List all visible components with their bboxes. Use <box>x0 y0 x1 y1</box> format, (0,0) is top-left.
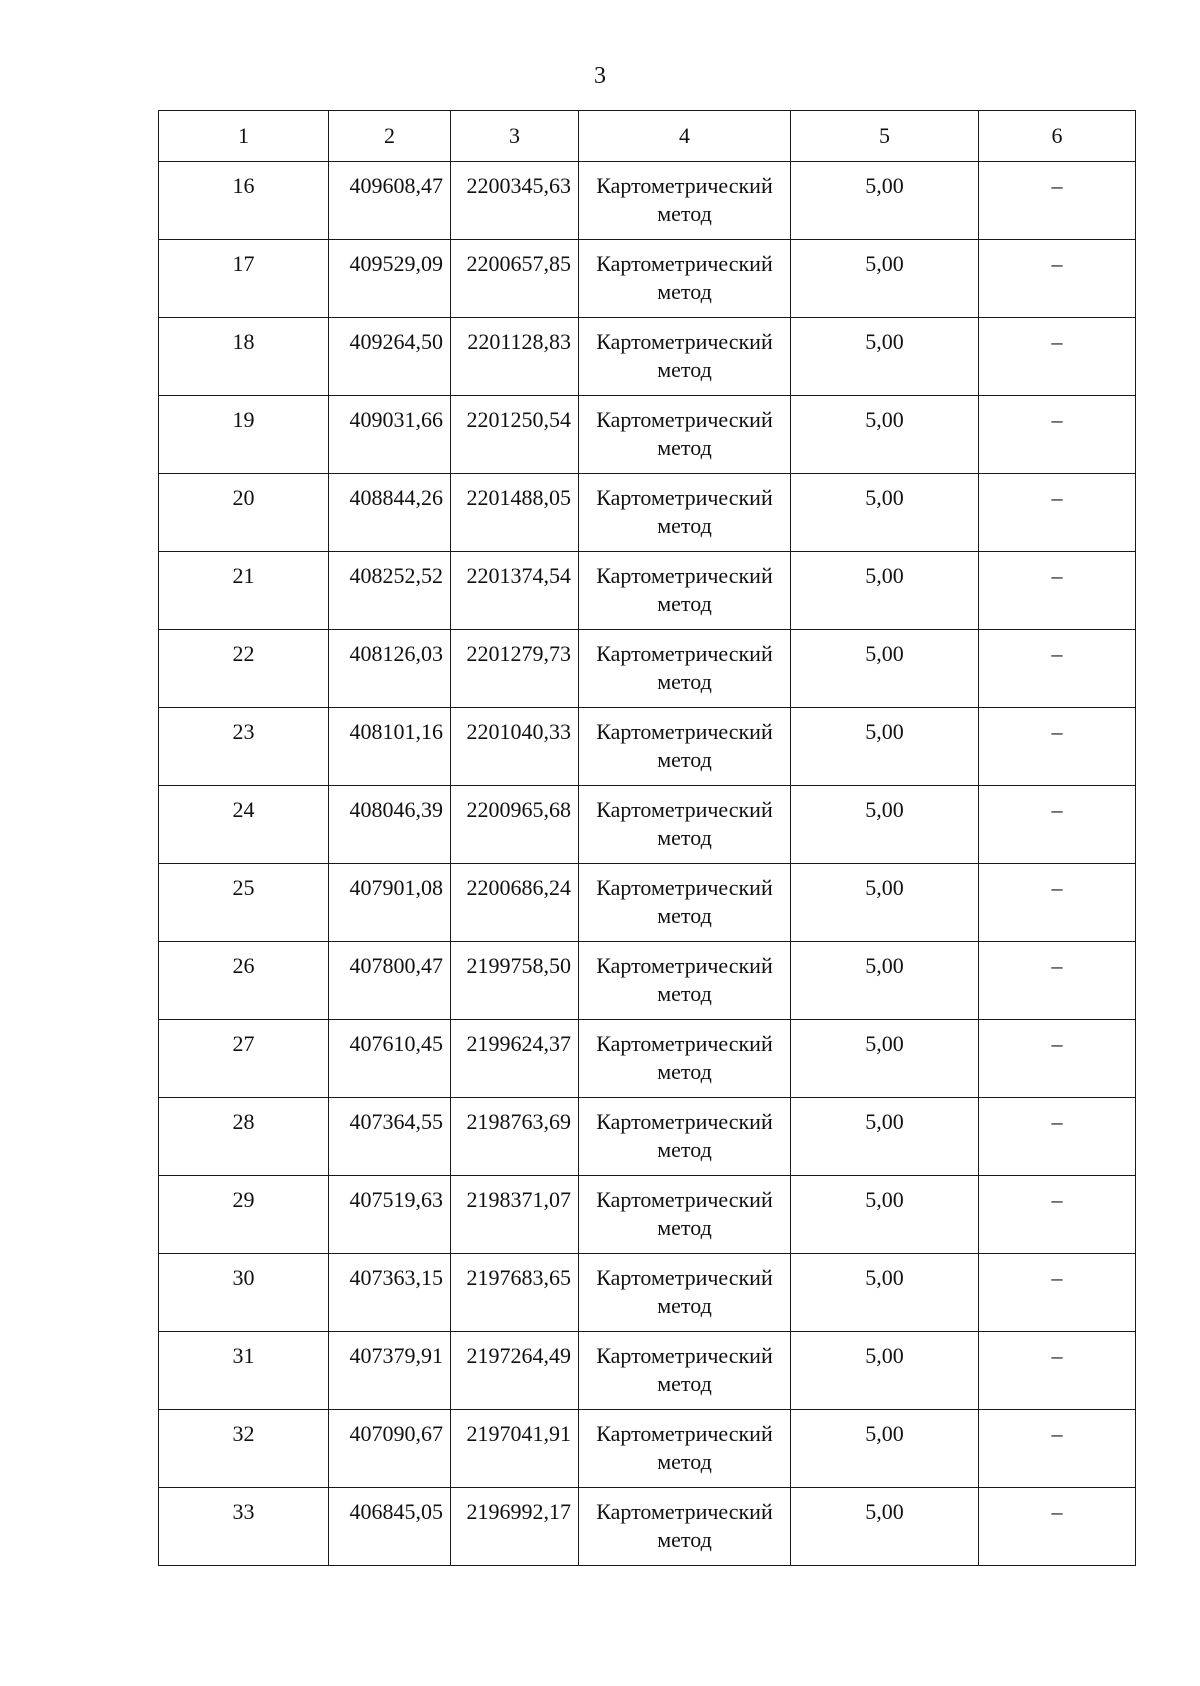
accuracy-cell: 5,00 <box>791 1410 979 1488</box>
point-number-cell: 32 <box>159 1410 329 1488</box>
point-number-cell: 19 <box>159 396 329 474</box>
x-coordinate-cell: 407090,67 <box>329 1410 451 1488</box>
x-coordinate-cell: 407800,47 <box>329 942 451 1020</box>
y-coordinate-cell: 2199758,50 <box>451 942 579 1020</box>
point-number-cell: 17 <box>159 240 329 318</box>
accuracy-cell: 5,00 <box>791 786 979 864</box>
method-cell: Картометрический метод <box>579 1020 791 1098</box>
point-number-cell: 28 <box>159 1098 329 1176</box>
coordinates-table <box>158 110 1136 1566</box>
point-number-cell: 22 <box>159 630 329 708</box>
accuracy-cell: 5,00 <box>791 630 979 708</box>
table-row <box>159 1254 1136 1332</box>
note-cell: – <box>979 552 1136 630</box>
table-row <box>159 1410 1136 1488</box>
note-cell: – <box>979 1254 1136 1332</box>
x-coordinate-cell: 408844,26 <box>329 474 451 552</box>
y-coordinate-cell: 2197683,65 <box>451 1254 579 1332</box>
point-number-cell: 27 <box>159 1020 329 1098</box>
method-cell: Картометрический метод <box>579 474 791 552</box>
accuracy-cell: 5,00 <box>791 1254 979 1332</box>
accuracy-cell: 5,00 <box>791 1488 979 1566</box>
x-coordinate-cell: 407379,91 <box>329 1332 451 1410</box>
note-cell: – <box>979 162 1136 240</box>
method-cell: Картометрический метод <box>579 1098 791 1176</box>
note-cell: – <box>979 396 1136 474</box>
accuracy-cell: 5,00 <box>791 240 979 318</box>
y-coordinate-cell: 2200657,85 <box>451 240 579 318</box>
x-coordinate-cell: 406845,05 <box>329 1488 451 1566</box>
y-coordinate-cell: 2200965,68 <box>451 786 579 864</box>
table-row <box>159 1020 1136 1098</box>
accuracy-cell: 5,00 <box>791 1332 979 1410</box>
x-coordinate-cell: 408046,39 <box>329 786 451 864</box>
x-coordinate-cell: 409031,66 <box>329 396 451 474</box>
x-coordinate-cell: 407901,08 <box>329 864 451 942</box>
method-cell: Картометрический метод <box>579 708 791 786</box>
method-cell: Картометрический метод <box>579 786 791 864</box>
x-coordinate-cell: 407519,63 <box>329 1176 451 1254</box>
point-number-cell: 26 <box>159 942 329 1020</box>
y-coordinate-cell: 2201250,54 <box>451 396 579 474</box>
table-row <box>159 318 1136 396</box>
method-cell: Картометрический метод <box>579 318 791 396</box>
point-number-cell: 33 <box>159 1488 329 1566</box>
table-row <box>159 942 1136 1020</box>
accuracy-cell: 5,00 <box>791 318 979 396</box>
x-coordinate-cell: 407363,15 <box>329 1254 451 1332</box>
table-body <box>159 162 1136 1566</box>
point-number-cell: 31 <box>159 1332 329 1410</box>
note-cell: – <box>979 474 1136 552</box>
accuracy-cell: 5,00 <box>791 1098 979 1176</box>
table-header-row <box>159 111 1136 162</box>
method-cell: Картометрический метод <box>579 162 791 240</box>
table-row <box>159 786 1136 864</box>
column-header-1: 1 <box>159 111 329 162</box>
table-row <box>159 1098 1136 1176</box>
y-coordinate-cell: 2201374,54 <box>451 552 579 630</box>
x-coordinate-cell: 407610,45 <box>329 1020 451 1098</box>
y-coordinate-cell: 2198763,69 <box>451 1098 579 1176</box>
table-row <box>159 240 1136 318</box>
accuracy-cell: 5,00 <box>791 1176 979 1254</box>
method-cell: Картометрический метод <box>579 1410 791 1488</box>
x-coordinate-cell: 409608,47 <box>329 162 451 240</box>
accuracy-cell: 5,00 <box>791 552 979 630</box>
x-coordinate-cell: 408252,52 <box>329 552 451 630</box>
accuracy-cell: 5,00 <box>791 474 979 552</box>
table-row <box>159 396 1136 474</box>
method-cell: Картометрический метод <box>579 1176 791 1254</box>
method-cell: Картометрический метод <box>579 1254 791 1332</box>
note-cell: – <box>979 1020 1136 1098</box>
y-coordinate-cell: 2201128,83 <box>451 318 579 396</box>
accuracy-cell: 5,00 <box>791 396 979 474</box>
accuracy-cell: 5,00 <box>791 864 979 942</box>
point-number-cell: 16 <box>159 162 329 240</box>
page-number: 3 <box>594 63 606 89</box>
note-cell: – <box>979 1098 1136 1176</box>
table-row <box>159 552 1136 630</box>
method-cell: Картометрический метод <box>579 942 791 1020</box>
point-number-cell: 29 <box>159 1176 329 1254</box>
point-number-cell: 20 <box>159 474 329 552</box>
y-coordinate-cell: 2199624,37 <box>451 1020 579 1098</box>
method-cell: Картометрический метод <box>579 1332 791 1410</box>
y-coordinate-cell: 2201488,05 <box>451 474 579 552</box>
column-header-3: 3 <box>451 111 579 162</box>
point-number-cell: 18 <box>159 318 329 396</box>
note-cell: – <box>979 864 1136 942</box>
y-coordinate-cell: 2200345,63 <box>451 162 579 240</box>
point-number-cell: 23 <box>159 708 329 786</box>
note-cell: – <box>979 1332 1136 1410</box>
x-coordinate-cell: 408101,16 <box>329 708 451 786</box>
x-coordinate-cell: 409529,09 <box>329 240 451 318</box>
accuracy-cell: 5,00 <box>791 708 979 786</box>
table-row <box>159 864 1136 942</box>
table-row <box>159 708 1136 786</box>
table-row <box>159 1176 1136 1254</box>
column-header-4: 4 <box>579 111 791 162</box>
y-coordinate-cell: 2201279,73 <box>451 630 579 708</box>
note-cell: – <box>979 240 1136 318</box>
method-cell: Картометрический метод <box>579 630 791 708</box>
x-coordinate-cell: 407364,55 <box>329 1098 451 1176</box>
note-cell: – <box>979 1176 1136 1254</box>
table-row <box>159 474 1136 552</box>
note-cell: – <box>979 1488 1136 1566</box>
y-coordinate-cell: 2201040,33 <box>451 708 579 786</box>
accuracy-cell: 5,00 <box>791 942 979 1020</box>
table-row <box>159 1488 1136 1566</box>
y-coordinate-cell: 2197041,91 <box>451 1410 579 1488</box>
method-cell: Картометрический метод <box>579 552 791 630</box>
method-cell: Картометрический метод <box>579 240 791 318</box>
method-cell: Картометрический метод <box>579 396 791 474</box>
note-cell: – <box>979 942 1136 1020</box>
note-cell: – <box>979 786 1136 864</box>
column-header-2: 2 <box>329 111 451 162</box>
point-number-cell: 21 <box>159 552 329 630</box>
x-coordinate-cell: 409264,50 <box>329 318 451 396</box>
note-cell: – <box>979 1410 1136 1488</box>
note-cell: – <box>979 630 1136 708</box>
note-cell: – <box>979 708 1136 786</box>
table-row <box>159 630 1136 708</box>
table-row <box>159 162 1136 240</box>
column-header-6: 6 <box>979 111 1136 162</box>
method-cell: Картометрический метод <box>579 1488 791 1566</box>
point-number-cell: 24 <box>159 786 329 864</box>
point-number-cell: 30 <box>159 1254 329 1332</box>
column-header-5: 5 <box>791 111 979 162</box>
method-cell: Картометрический метод <box>579 864 791 942</box>
accuracy-cell: 5,00 <box>791 162 979 240</box>
y-coordinate-cell: 2197264,49 <box>451 1332 579 1410</box>
y-coordinate-cell: 2198371,07 <box>451 1176 579 1254</box>
y-coordinate-cell: 2196992,17 <box>451 1488 579 1566</box>
accuracy-cell: 5,00 <box>791 1020 979 1098</box>
y-coordinate-cell: 2200686,24 <box>451 864 579 942</box>
point-number-cell: 25 <box>159 864 329 942</box>
x-coordinate-cell: 408126,03 <box>329 630 451 708</box>
note-cell: – <box>979 318 1136 396</box>
table-row <box>159 1332 1136 1410</box>
